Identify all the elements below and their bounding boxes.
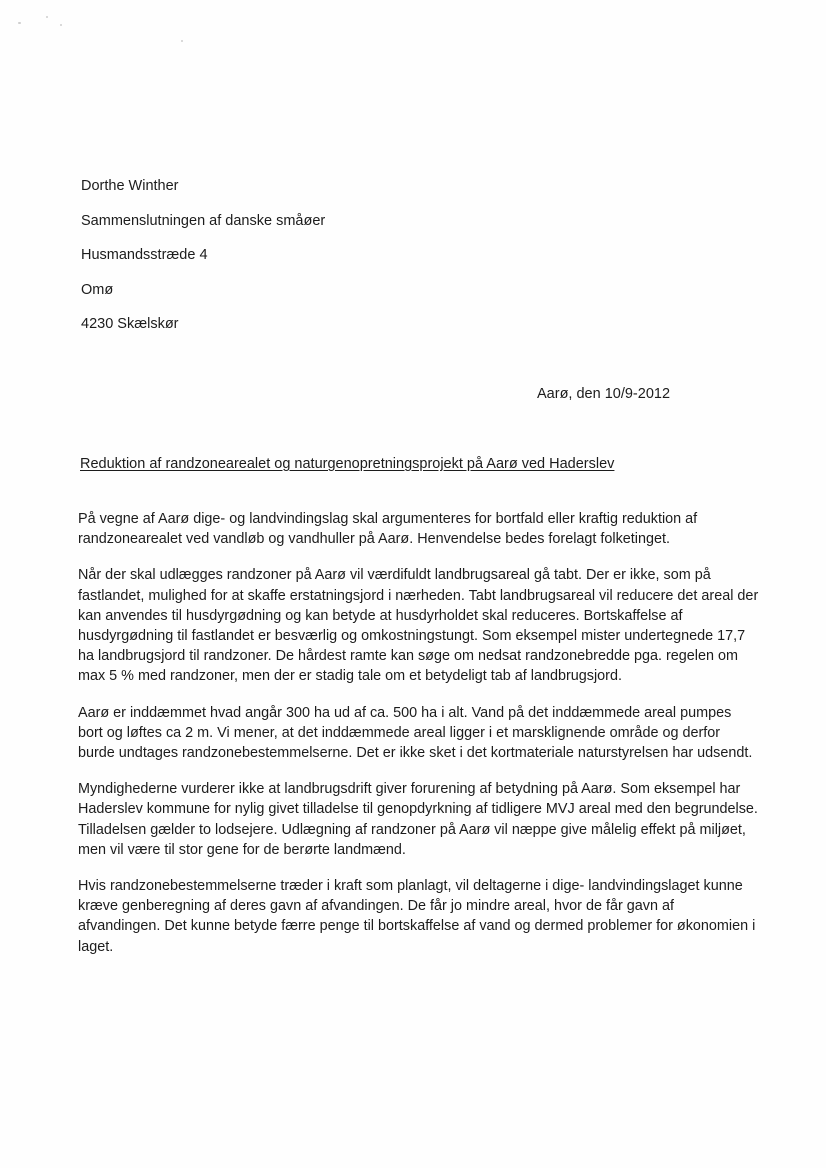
scan-speck bbox=[60, 24, 62, 26]
letter-date: Aarø, den 10/9-2012 bbox=[537, 386, 671, 402]
letter-subject: Reduktion af randzonearealet og naturgenopretningsprojekt på Aarø ved Haderslev bbox=[80, 456, 615, 472]
recipient-name: Dorthe Winther bbox=[81, 178, 179, 194]
letter-body bbox=[78, 509, 760, 973]
body-paragraph: Myndighederne vurderer ikke at landbrugsdrift giver forurening af betydning på Aarø. Som eksempel har Haderslev kommune for nylig givet tilladelse til genopdyrkning af tidligere MVJ areal med den begrundelse. Tilladelsen gælder to lodsejere. Udlægning af randzoner på Aarø vil næppe give målelig effekt på miljøet, men vil være til stor gene for de berørte landmænd. bbox=[78, 781, 758, 858]
recipient-address-block bbox=[81, 178, 325, 351]
scan-speck bbox=[46, 16, 48, 18]
scan-speck bbox=[18, 22, 21, 24]
recipient-island: Omø bbox=[81, 281, 114, 298]
recipient-postal: 4230 Skælskør bbox=[81, 316, 179, 332]
recipient-organization: Sammenslutningen af danske småøer bbox=[81, 212, 326, 229]
body-paragraph: På vegne af Aarø dige- og landvindingslag skal argumenteres for bortfald eller kraftig reduktion af randzonearealet ved vandløb og vandhuller på Aarø. Henvendelse bedes forelagt folketinget. bbox=[78, 511, 698, 548]
scan-speck bbox=[181, 40, 183, 42]
body-paragraph: Hvis randzonebestemmelserne træder i kraft som planlagt, vil deltagerne i dige- landvindingslaget kunne kræve genberegning af deres gavn af afvandingen. De får jo mindre areal, hvor de får gavn af afvandingen. Det kunne betyde færre penge til bortskaffelse af vand og dermed problemer for økonomien i laget. bbox=[78, 878, 756, 955]
body-paragraph: Når der skal udlægges randzoner på Aarø vil værdifuldt landbrugsareal gå tabt. Der er ikke, som på fastlandet, mulighed for at skaffe erstatningsjord i nærheden. Tabt landbrugsareal vil reducere det areal der kan anvendes til husdyrgødning og kan betyde at husdyrholdet skal reduceres. Bortskaffelse af husdyrgødning til fastlandet er besværlig og omkostningstungt. Som eksempel mister undertegnede 17,7 ha landbrugsjord til randzoner. De hårdest ramte kan søge om nedsat randzonebredde pga. regelen om max 5 % med randzoner, men der er stadig tale om et betydeligt tab af landbrugsjord. bbox=[78, 567, 759, 685]
body-paragraph: Aarø er inddæmmet hvad angår 300 ha ud af ca. 500 ha i alt. Vand på det inddæmmede areal pumpes bort og løftes ca 2 m. Vi mener, at det inddæmmede areal ligger i et marsklignende område og derfor burde undtages randzonebestemmelserne. Det er ikke sket i det kortmateriale naturstyrelsen har udsendt. bbox=[78, 704, 753, 762]
recipient-street: Husmandsstræde 4 bbox=[81, 247, 208, 263]
